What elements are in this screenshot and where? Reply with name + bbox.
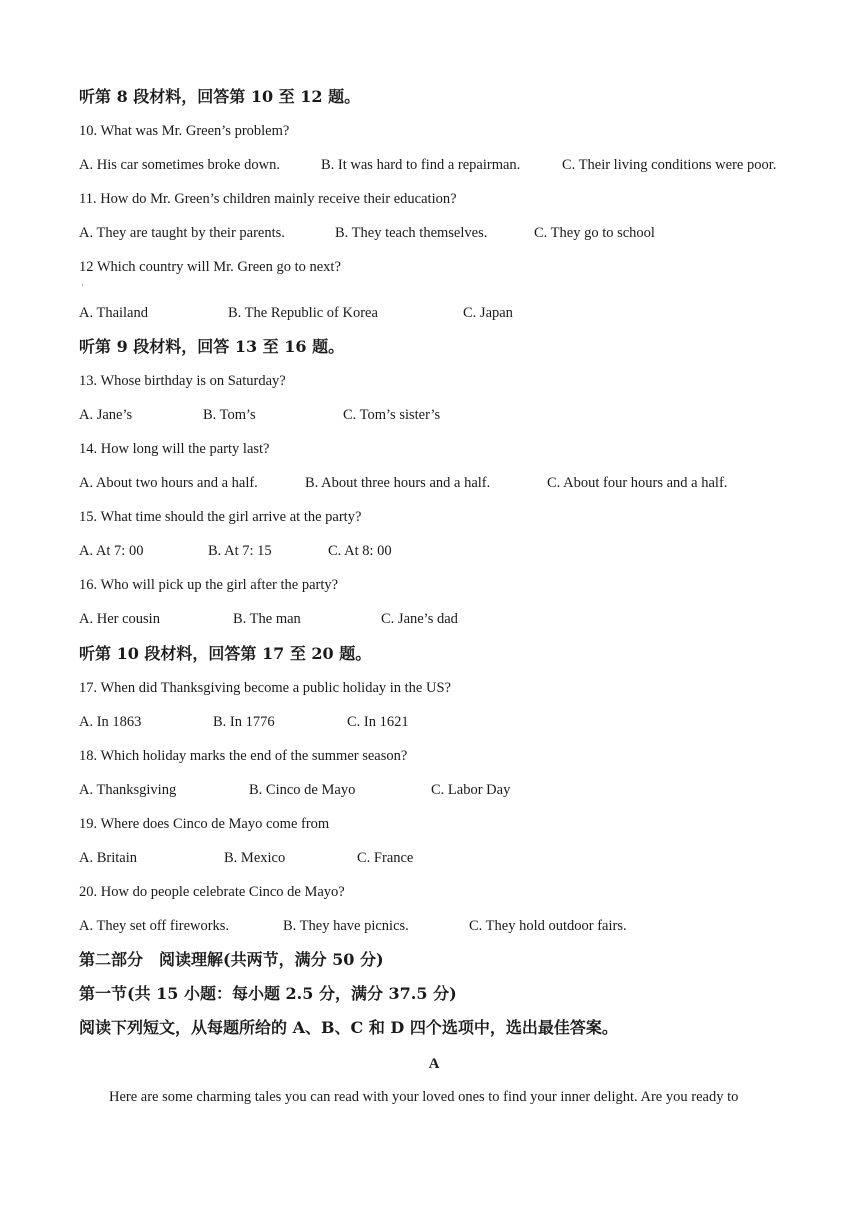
- question-15: 15. What time should the girl arrive at the party?: [79, 509, 362, 525]
- option-a: A. Thailand: [79, 305, 148, 321]
- option-c: C. Their living conditions were poor.: [562, 157, 777, 173]
- option-a: A. Her cousin: [79, 611, 160, 627]
- section-10-heading: 听第 10 段材料，回答第 17 至 20 题。: [79, 644, 372, 663]
- option-b: B. It was hard to find a repairman.: [321, 157, 521, 173]
- option-a: A. They are taught by their parents.: [79, 225, 285, 241]
- question-12: 12 Which country will Mr. Green go to next?: [79, 259, 341, 275]
- stray-dot: ·: [81, 281, 84, 290]
- option-a: A. In 1863: [79, 714, 142, 730]
- option-c: C. They hold outdoor fairs.: [469, 918, 627, 934]
- question-14: 14. How long will the party last?: [79, 441, 270, 457]
- question-20: 20. How do people celebrate Cinco de Mayo?: [79, 884, 345, 900]
- option-c: C. France: [357, 850, 414, 866]
- question-16: 16. Who will pick up the girl after the party?: [79, 577, 339, 593]
- option-c: C. They go to school: [534, 225, 655, 241]
- option-b: B. Mexico: [224, 850, 286, 866]
- option-b: B. The man: [233, 611, 301, 627]
- option-b: B. The Republic of Korea: [228, 305, 378, 321]
- passage-text: Here are some charming tales you can read with your loved ones to find your inner delight. Are you ready to: [109, 1089, 739, 1105]
- option-c: C. Tom’s sister’s: [343, 407, 441, 423]
- part-2-subheading: 第一节(共 15 小题：每小题 2.5 分，满分 37.5 分): [79, 984, 457, 1003]
- option-a: A. Jane’s: [79, 407, 133, 423]
- option-b: B. They have picnics.: [283, 918, 409, 934]
- option-b: B. At 7: 15: [208, 543, 272, 559]
- option-c: C. At 8: 00: [328, 543, 392, 559]
- option-a: A. At 7: 00: [79, 543, 144, 559]
- question-13: 13. Whose birthday is on Saturday?: [79, 373, 286, 389]
- section-8-heading: 听第 8 段材料，回答第 10 至 12 题。: [79, 87, 361, 106]
- option-c: C. Japan: [463, 305, 513, 321]
- option-b: B. About three hours and a half.: [305, 475, 491, 491]
- option-b: B. They teach themselves.: [335, 225, 488, 241]
- option-a: A. They set off fireworks.: [79, 918, 230, 934]
- question-17: 17. When did Thanksgiving become a public holiday in the US?: [79, 680, 451, 696]
- question-18: 18. Which holiday marks the end of the summer season?: [79, 748, 408, 764]
- option-a: A. About two hours and a half.: [79, 475, 258, 491]
- option-b: B. Tom’s: [203, 407, 256, 423]
- question-19: 19. Where does Cinco de Mayo come from: [79, 816, 330, 832]
- option-a: A. His car sometimes broke down.: [79, 157, 280, 173]
- option-a: A. Britain: [79, 850, 137, 866]
- reading-instruction: 阅读下列短文，从每题所给的 A、B、C 和 D 四个选项中，选出最佳答案。: [79, 1018, 618, 1037]
- option-c: C. In 1621: [347, 714, 409, 730]
- option-b: B. In 1776: [213, 714, 275, 730]
- option-a: A. Thanksgiving: [79, 782, 177, 798]
- section-9-heading: 听第 9 段材料，回答 13 至 16 题。: [79, 337, 345, 356]
- option-c: C. Labor Day: [431, 782, 511, 798]
- part-2-heading: 第二部分 阅读理解(共两节，满分 50 分): [79, 950, 384, 969]
- question-11: 11. How do Mr. Green’s children mainly receive their education?: [79, 191, 457, 207]
- question-10: 10. What was Mr. Green’s problem?: [79, 123, 290, 139]
- passage-label: A: [428, 1056, 440, 1072]
- option-c: C. About four hours and a half.: [547, 475, 728, 491]
- option-c: C. Jane’s dad: [381, 611, 458, 627]
- option-b: B. Cinco de Mayo: [249, 782, 356, 798]
